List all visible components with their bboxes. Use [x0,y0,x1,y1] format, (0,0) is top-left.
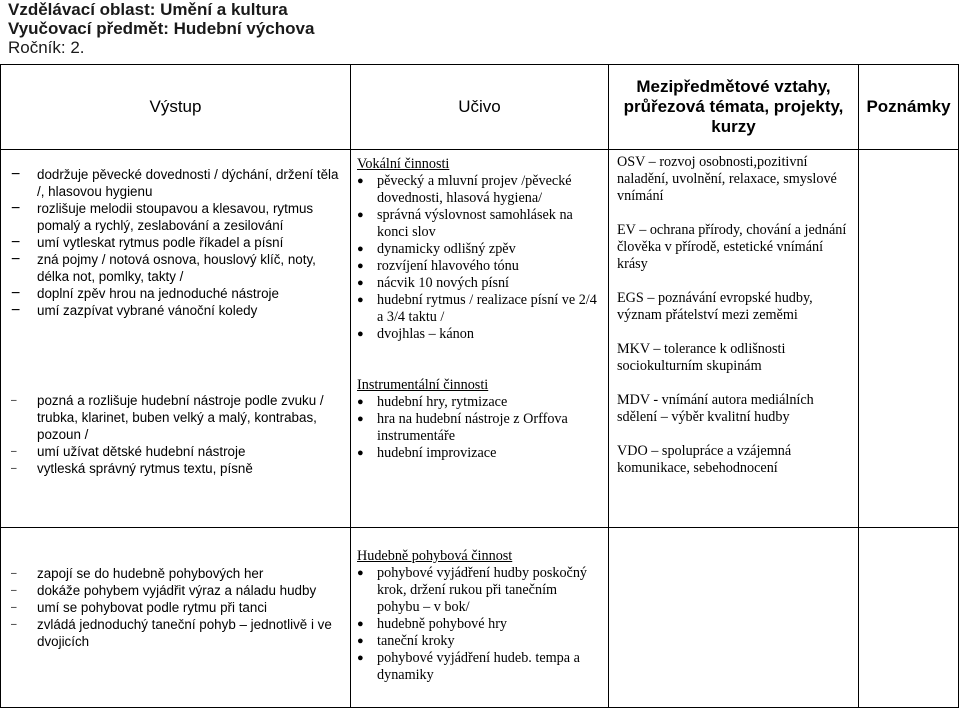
list-item: ● hudební rytmus / realizace písní ve 2/4 a 3/4 taktu / [357,292,597,325]
list-item: – zvládá jednoduchý taneční pohyb – jednotlivě i ve dvojicích [11,617,332,649]
list-item: – umí se pohybovat podle rytmu při tanci [11,600,267,615]
list-item: ● hudebně pohybové hry [357,616,508,632]
list-item: ● taneční kroky [357,633,455,649]
mezi-item-osv: OSV – rozvoj osobnosti,pozitivní naladění, uvolnění, relaxace, smyslové vnímání [617,154,837,204]
curriculum-table [0,64,959,708]
dot-bullet: ● [357,260,364,272]
list-item: − zná pojmy / notová osnova, houslový klíč, noty, délka not, pomlky, takty / [11,251,316,284]
list-item: ● rozvíjení hlavového tónu [357,258,519,274]
list-item: – dokáže pohybem vyjádřit výraz a náladu hudby [11,583,317,598]
mezi-item-ev: EV – ochrana přírody, chování a jednání člověka v přírodě, estetické vnímání krásy [617,222,847,272]
dash-bullet: − [11,285,21,302]
list-item: ● hudební improvizace [357,445,497,461]
list-item: – vytleská správný rytmus textu, písně [11,461,253,476]
section-heading-pohybova: Hudebně pohybová činnost [357,548,513,564]
ucivo-cell-2 [351,528,609,708]
dot-bullet: ● [357,413,364,425]
subject-area: Vzdělávací oblast: Umění a kultura [8,0,288,19]
dash-bullet: − [11,200,21,217]
list-item: − rozlišuje melodii stoupavou a klesavou, rytmus pomalý a rychlý, zeslabování a zesilování [11,200,314,233]
mezi-item-vdo: VDO – spolupráce a vzájemná komunikace, sebehodnocení [617,443,792,476]
list-item: ● nácvik 10 nových písní [357,275,510,291]
ucivo-list-instrumentalni [351,394,608,462]
list-item: ● dynamicky odlišný zpěv [357,241,516,257]
header-row [1,65,959,150]
subject-name: Vyučovací předmět: Hudební výchova [8,19,315,38]
dash-bullet: − [11,251,21,268]
dot-bullet: ● [357,209,364,221]
dash-bullet: – [11,463,17,474]
table-row-2 [1,528,959,708]
document-header [8,0,314,57]
dash-bullet: – [11,602,17,613]
mezi-item-egs: EGS – poznávání evropské hudby, význam přátelství mezi zeměmi [617,290,813,323]
dot-bullet: ● [357,618,364,630]
list-item: – zapojí se do hudebně pohybových her [11,566,264,581]
list-item: ● pohybové vyjádření hudeb. tempa a dynamiky [357,650,580,683]
list-item: − umí vytleskat rytmus podle říkadel a písní [11,234,284,251]
col-header-mezipredmetove: Mezipředmětové vztahy, průřezová témata, projekty, kurzy [609,65,859,150]
table-row-1 [1,150,959,528]
list-item: ● správná výslovnost samohlásek na konci slov [357,207,573,240]
dot-bullet: ● [357,328,364,340]
mezi-block [609,154,858,477]
ucivo-cell-1 [351,150,609,528]
dash-bullet: − [11,234,21,251]
col-header-poznamky: Poznámky [859,65,959,150]
list-item: ● hudební hry, rytmizace [357,394,508,410]
col-header-vystup: Výstup [1,65,351,150]
dot-bullet: ● [357,175,364,187]
dash-bullet: − [11,166,21,183]
dot-bullet: ● [357,294,364,306]
list-item: − doplní zpěv hrou na jednoduché nástroje [11,285,279,302]
list-item: ● pěvecký a mluvní projev /pěvecké dovednosti, hlasová hygiena/ [357,173,572,206]
col-header-ucivo: Učivo [351,65,609,150]
section-heading-instrumentalni: Instrumentální činnosti [357,377,489,393]
vystup-list-3 [1,565,350,650]
list-item: – pozná a rozlišuje hudební nástroje podle zvuku / trubka, klarinet, buben velký a malý, kontrabas, pozoun / [11,393,324,442]
list-item: ● hra na hudební nástroje z Orffova instrumentáře [357,411,568,444]
dash-bullet: – [11,619,17,630]
dash-bullet: − [11,302,21,319]
dot-bullet: ● [357,635,364,647]
section-heading-vokalni: Vokální činnosti [357,156,450,172]
list-item: – umí užívat dětské hudební nástroje [11,444,246,459]
ucivo-list-pohybova [351,565,608,684]
vystup-cell-2 [1,528,351,708]
dot-bullet: ● [357,243,364,255]
vystup-list-2 [1,392,350,477]
dash-bullet: – [11,585,17,596]
list-item: ● pohybové vyjádření hudby poskočný krok, držení rukou při tanečním pohybu – v bok/ [357,565,588,615]
mezi-item-mdv: MDV - vnímání autora mediálních sdělení – výběr kvalitní hudby [617,392,814,425]
poznamky-cell-1 [859,150,959,528]
dash-bullet: – [11,395,17,406]
dot-bullet: ● [357,652,364,664]
grade-label: Ročník: 2. [8,38,85,57]
mezipredmetove-cell-1 [609,150,859,528]
mezi-item-mkv: MKV – tolerance k odlišnosti sociokulturním skupinám [617,341,786,374]
dot-bullet: ● [357,277,364,289]
dot-bullet: ● [357,396,364,408]
poznamky-cell-2 [859,528,959,708]
dash-bullet: – [11,568,17,579]
dot-bullet: ● [357,567,364,579]
ucivo-list-vokalni [351,173,608,343]
list-item: − umí zazpívat vybrané vánoční koledy [11,302,258,319]
list-item: − dodržuje pěvecké dovednosti / dýchání, držení těla /, hlasovou hygienu [11,166,339,199]
vystup-list-1 [1,166,350,319]
vystup-cell-1 [1,150,351,528]
dash-bullet: – [11,446,17,457]
dot-bullet: ● [357,447,364,459]
list-item: ● dvojhlas – kánon [357,326,474,342]
mezipredmetove-cell-2 [609,528,859,708]
